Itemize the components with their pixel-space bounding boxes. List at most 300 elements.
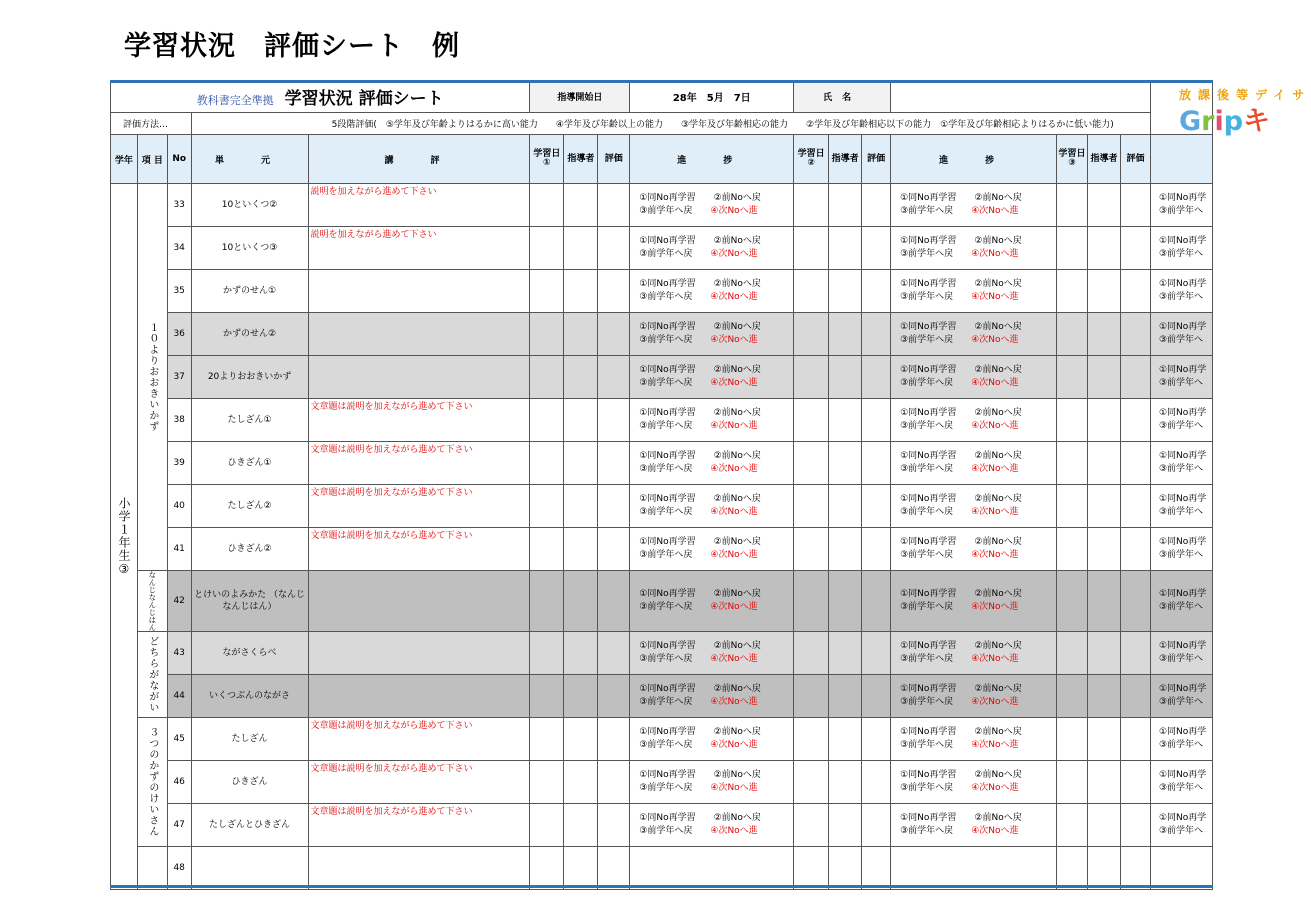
rating-3[interactable] <box>1120 804 1150 847</box>
rating-2[interactable] <box>862 356 891 399</box>
comment-cell[interactable] <box>308 847 530 890</box>
study-day-2[interactable] <box>794 632 829 675</box>
progress-cell-3[interactable]: ①同No再学 ③前学年へ <box>1150 227 1212 270</box>
progress-cell-2[interactable]: ①同No再学習 ②前Noへ戻 ③前学年へ戻 ④次Noへ進 <box>891 313 1057 356</box>
progress-cell-2[interactable]: ①同No再学習 ②前Noへ戻 ③前学年へ戻 ④次Noへ進 <box>891 632 1057 675</box>
table-row <box>111 847 1213 890</box>
header-grade: 学年 <box>111 135 138 184</box>
study-day-2[interactable] <box>794 442 829 485</box>
subtitle-tag: 教科書完全準拠 <box>196 94 274 107</box>
study-day-2[interactable] <box>794 761 829 804</box>
study-day-3[interactable] <box>1057 313 1088 356</box>
instructor-3[interactable] <box>1087 761 1120 804</box>
progress-cell-3[interactable]: ①同No再学 ③前学年へ <box>1150 804 1212 847</box>
row-number: 41 <box>167 528 191 571</box>
rating-3[interactable] <box>1120 442 1150 485</box>
instructor-1[interactable] <box>564 804 598 847</box>
study-day-2[interactable] <box>794 485 829 528</box>
instructor-3[interactable] <box>1087 632 1120 675</box>
unit-name: 20よりおおきいかず <box>191 356 308 399</box>
study-day-1[interactable] <box>530 485 564 528</box>
header-progress-1: 進 捗 <box>630 135 794 184</box>
progress-cell-1[interactable]: ①同No再学習 ②前Noへ戻 ③前学年へ戻 ④次Noへ進 <box>630 270 794 313</box>
unit-name: たしざん <box>191 718 308 761</box>
unit-name: ながさくらべ <box>191 632 308 675</box>
rating-1[interactable] <box>598 632 630 675</box>
instructor-1[interactable] <box>564 571 598 632</box>
instructor-1[interactable] <box>564 632 598 675</box>
item-group-cell <box>137 632 167 718</box>
rating-3[interactable] <box>1120 718 1150 761</box>
instructor-2[interactable] <box>829 485 862 528</box>
study-day-2[interactable] <box>794 718 829 761</box>
header-progress-2: 進 捗 <box>891 135 1057 184</box>
study-day-1[interactable] <box>530 270 564 313</box>
progress-cell-1[interactable]: ①同No再学習 ②前Noへ戻 ③前学年へ戻 ④次Noへ進 <box>630 761 794 804</box>
table-row <box>111 313 1213 356</box>
rating-2[interactable] <box>862 675 891 718</box>
rating-2[interactable] <box>862 227 891 270</box>
instructor-3[interactable] <box>1087 356 1120 399</box>
rating-2[interactable] <box>862 804 891 847</box>
rating-1[interactable] <box>598 528 630 571</box>
progress-cell-1[interactable]: ①同No再学習 ②前Noへ戻 ③前学年へ戻 ④次Noへ進 <box>630 718 794 761</box>
progress-cell-3[interactable]: ①同No再学 ③前学年へ <box>1150 399 1212 442</box>
progress-cell-3[interactable]: ①同No再学 ③前学年へ <box>1150 485 1212 528</box>
study-day-2[interactable] <box>794 847 829 890</box>
rating-1[interactable] <box>598 270 630 313</box>
comment-cell[interactable]: 文章題は説明を加えながら進めて下さい <box>308 485 530 528</box>
instructor-2[interactable] <box>829 270 862 313</box>
rating-1[interactable] <box>598 399 630 442</box>
study-day-3[interactable] <box>1057 227 1088 270</box>
table-row <box>111 442 1213 485</box>
start-date-value[interactable]: 28年 5月 7日 <box>630 81 794 113</box>
table-row <box>111 761 1213 804</box>
unit-name: 10といくつ③ <box>191 227 308 270</box>
rating-1[interactable] <box>598 227 630 270</box>
unit-name: 10といくつ② <box>191 184 308 227</box>
instructor-1[interactable] <box>564 761 598 804</box>
study-day-2[interactable] <box>794 804 829 847</box>
row-number: 47 <box>167 804 191 847</box>
method-description: 5段階評価( ⑤学年及び年齢よりはるかに高い能力 ④学年及び年齢以上の能力 ③学年及び年齢相応の能力 ②学年及び年齢相応以下の能力 ①学年及び年齢相応よりはるかに低い能力) <box>191 113 1150 135</box>
table-row <box>111 399 1213 442</box>
rating-2[interactable] <box>862 528 891 571</box>
instructor-1[interactable] <box>564 528 598 571</box>
progress-cell-2[interactable]: ①同No再学習 ②前Noへ戻 ③前学年へ戻 ④次Noへ進 <box>891 528 1057 571</box>
instructor-2[interactable] <box>829 184 862 227</box>
row-number: 44 <box>167 675 191 718</box>
rating-3[interactable] <box>1120 571 1150 632</box>
progress-cell-1[interactable]: ①同No再学習 ②前Noへ戻 ③前学年へ戻 ④次Noへ進 <box>630 804 794 847</box>
rating-3[interactable] <box>1120 485 1150 528</box>
study-day-3[interactable] <box>1057 485 1088 528</box>
progress-cell-2[interactable]: ①同No再学習 ②前Noへ戻 ③前学年へ戻 ④次Noへ進 <box>891 270 1057 313</box>
item-group-label: なんじなんじはん <box>147 571 157 631</box>
item-group-label: １０よりおおきいかず <box>146 322 158 432</box>
instructor-1[interactable] <box>564 485 598 528</box>
item-group-cell <box>137 571 167 632</box>
study-day-3[interactable] <box>1057 270 1088 313</box>
study-day-3[interactable] <box>1057 356 1088 399</box>
rating-1[interactable] <box>598 313 630 356</box>
rating-1[interactable] <box>598 485 630 528</box>
progress-cell-3[interactable]: ①同No再学 ③前学年へ <box>1150 270 1212 313</box>
header-progress-3 <box>1150 135 1212 184</box>
progress-cell-2[interactable]: ①同No再学習 ②前Noへ戻 ③前学年へ戻 ④次Noへ進 <box>891 571 1057 632</box>
unit-name: たしざん① <box>191 399 308 442</box>
instructor-2[interactable] <box>829 761 862 804</box>
header-study-day-1: 学習日 ① <box>530 135 564 184</box>
instructor-2[interactable] <box>829 718 862 761</box>
instructor-1[interactable] <box>564 184 598 227</box>
study-day-2[interactable] <box>794 675 829 718</box>
row-number: 48 <box>167 847 191 890</box>
instructor-1[interactable] <box>564 718 598 761</box>
progress-cell-1[interactable]: ①同No再学習 ②前Noへ戻 ③前学年へ戻 ④次Noへ進 <box>630 632 794 675</box>
comment-cell[interactable]: 文章題は説明を加えながら進めて下さい <box>308 804 530 847</box>
study-day-3[interactable] <box>1057 761 1088 804</box>
rating-1[interactable] <box>598 761 630 804</box>
rating-1[interactable] <box>598 675 630 718</box>
instructor-3[interactable] <box>1087 804 1120 847</box>
rating-3[interactable] <box>1120 270 1150 313</box>
study-day-1[interactable] <box>530 184 564 227</box>
item-group-label: ３つのかずのけいさん <box>146 727 158 837</box>
study-day-1[interactable] <box>530 761 564 804</box>
progress-cell-2[interactable]: ①同No再学習 ②前Noへ戻 ③前学年へ戻 ④次Noへ進 <box>891 442 1057 485</box>
comment-cell[interactable] <box>308 356 530 399</box>
row-number: 43 <box>167 632 191 675</box>
unit-name: たしざん② <box>191 485 308 528</box>
progress-cell-1[interactable]: ①同No再学習 ②前Noへ戻 ③前学年へ戻 ④次Noへ進 <box>630 313 794 356</box>
study-day-3[interactable] <box>1057 184 1088 227</box>
logo-wordmark: Gripキ <box>1178 106 1271 137</box>
progress-cell-3[interactable]: ①同No再学 ③前学年へ <box>1150 718 1212 761</box>
header-comment: 講 評 <box>308 135 530 184</box>
header-unit: 単 元 <box>191 135 308 184</box>
instructor-2[interactable] <box>829 528 862 571</box>
rating-2[interactable] <box>862 571 891 632</box>
sheet-subtitle <box>111 81 530 113</box>
grade-label: 小学１年生③ <box>116 496 131 577</box>
progress-cell-3[interactable]: ①同No再学 ③前学年へ <box>1150 356 1212 399</box>
study-day-1[interactable] <box>530 356 564 399</box>
rating-2[interactable] <box>862 442 891 485</box>
item-group-cell <box>137 184 167 571</box>
header-no: No <box>167 135 191 184</box>
study-day-2[interactable] <box>794 399 829 442</box>
table-row <box>111 356 1213 399</box>
instructor-2[interactable] <box>829 847 862 890</box>
instructor-1[interactable] <box>564 399 598 442</box>
study-day-1[interactable] <box>530 675 564 718</box>
study-day-2[interactable] <box>794 227 829 270</box>
progress-cell-2[interactable]: ①同No再学習 ②前Noへ戻 ③前学年へ戻 ④次Noへ進 <box>891 485 1057 528</box>
header-instructor-2: 指導者 <box>829 135 862 184</box>
unit-name: かずのせん① <box>191 270 308 313</box>
study-day-3[interactable] <box>1057 528 1088 571</box>
instructor-3[interactable] <box>1087 399 1120 442</box>
instructor-1[interactable] <box>564 270 598 313</box>
study-day-1[interactable] <box>530 399 564 442</box>
instructor-1[interactable] <box>564 356 598 399</box>
unit-name: たしざんとひきざん <box>191 804 308 847</box>
progress-cell-1[interactable] <box>630 847 794 890</box>
instructor-2[interactable] <box>829 227 862 270</box>
instructor-2[interactable] <box>829 399 862 442</box>
study-day-1[interactable] <box>530 442 564 485</box>
progress-cell-3[interactable]: ①同No再学 ③前学年へ <box>1150 675 1212 718</box>
progress-cell-3[interactable] <box>1150 847 1212 890</box>
study-day-1[interactable] <box>530 718 564 761</box>
instructor-3[interactable] <box>1087 847 1120 890</box>
table-row <box>111 227 1213 270</box>
unit-name: かずのせん② <box>191 313 308 356</box>
instructor-1[interactable] <box>564 847 598 890</box>
table-row <box>111 675 1213 718</box>
table-row <box>111 528 1213 571</box>
logo-tagline: 放課後等デイサ <box>1178 88 1311 102</box>
progress-cell-2[interactable]: ①同No再学習 ②前Noへ戻 ③前学年へ戻 ④次Noへ進 <box>891 804 1057 847</box>
comment-cell[interactable]: 説明を加えながら進めて下さい <box>308 184 530 227</box>
instructor-3[interactable] <box>1087 270 1120 313</box>
rating-3[interactable] <box>1120 761 1150 804</box>
progress-cell-2[interactable]: ①同No再学習 ②前Noへ戻 ③前学年へ戻 ④次Noへ進 <box>891 761 1057 804</box>
unit-name <box>191 847 308 890</box>
header-rating-2: 評価 <box>862 135 891 184</box>
unit-name: ひきざん② <box>191 528 308 571</box>
study-day-3[interactable] <box>1057 632 1088 675</box>
instructor-2[interactable] <box>829 675 862 718</box>
instructor-2[interactable] <box>829 356 862 399</box>
rating-1[interactable] <box>598 847 630 890</box>
instructor-3[interactable] <box>1087 227 1120 270</box>
progress-cell-1[interactable]: ①同No再学習 ②前Noへ戻 ③前学年へ戻 ④次Noへ進 <box>630 442 794 485</box>
study-day-3[interactable] <box>1057 571 1088 632</box>
evaluation-table <box>110 80 1311 890</box>
row-number: 42 <box>167 571 191 632</box>
study-day-2[interactable] <box>794 571 829 632</box>
progress-cell-2[interactable]: ①同No再学習 ②前Noへ戻 ③前学年へ戻 ④次Noへ進 <box>891 675 1057 718</box>
instructor-1[interactable] <box>564 227 598 270</box>
rating-1[interactable] <box>598 184 630 227</box>
comment-cell[interactable]: 文章題は説明を加えながら進めて下さい <box>308 718 530 761</box>
name-field[interactable] <box>891 81 1151 113</box>
study-day-3[interactable] <box>1057 847 1088 890</box>
row-number: 37 <box>167 356 191 399</box>
comment-cell[interactable] <box>308 571 530 632</box>
instructor-1[interactable] <box>564 442 598 485</box>
progress-cell-1[interactable]: ①同No再学習 ②前Noへ戻 ③前学年へ戻 ④次Noへ進 <box>630 528 794 571</box>
progress-cell-1[interactable]: ①同No再学習 ②前Noへ戻 ③前学年へ戻 ④次Noへ進 <box>630 399 794 442</box>
progress-cell-2[interactable]: ①同No再学習 ②前Noへ戻 ③前学年へ戻 ④次Noへ進 <box>891 184 1057 227</box>
study-day-1[interactable] <box>530 528 564 571</box>
header-study-day-3: 学習日 ③ <box>1057 135 1088 184</box>
study-day-1[interactable] <box>530 227 564 270</box>
progress-cell-3[interactable]: ①同No再学 ③前学年へ <box>1150 632 1212 675</box>
unit-name: ひきざん <box>191 761 308 804</box>
rating-2[interactable] <box>862 313 891 356</box>
instructor-2[interactable] <box>829 571 862 632</box>
study-day-2[interactable] <box>794 270 829 313</box>
row-number: 38 <box>167 399 191 442</box>
company-logo <box>1150 81 1311 137</box>
study-day-2[interactable] <box>794 313 829 356</box>
unit-name: ひきざん① <box>191 442 308 485</box>
study-day-2[interactable] <box>794 356 829 399</box>
progress-cell-1[interactable]: ①同No再学習 ②前Noへ戻 ③前学年へ戻 ④次Noへ進 <box>630 184 794 227</box>
item-group-label: どちらがながい <box>146 636 158 713</box>
header-instructor-1: 指導者 <box>564 135 598 184</box>
study-day-2[interactable] <box>794 184 829 227</box>
subtitle-main: 学習状況 評価シート <box>284 89 444 109</box>
instructor-3[interactable] <box>1087 675 1120 718</box>
column-header-row <box>111 135 1213 184</box>
row-number: 46 <box>167 761 191 804</box>
instructor-3[interactable] <box>1087 184 1120 227</box>
row-number: 36 <box>167 313 191 356</box>
progress-cell-3[interactable]: ①同No再学 ③前学年へ <box>1150 184 1212 227</box>
rating-1[interactable] <box>598 718 630 761</box>
study-day-1[interactable] <box>530 571 564 632</box>
evaluation-sheet <box>110 80 1311 888</box>
table-row <box>111 270 1213 313</box>
item-group-cell <box>137 718 167 847</box>
rating-2[interactable] <box>862 485 891 528</box>
rating-1[interactable] <box>598 442 630 485</box>
rating-1[interactable] <box>598 804 630 847</box>
study-day-3[interactable] <box>1057 442 1088 485</box>
table-row <box>111 718 1213 761</box>
rating-3[interactable] <box>1120 528 1150 571</box>
row-number: 40 <box>167 485 191 528</box>
rating-3[interactable] <box>1120 356 1150 399</box>
comment-cell[interactable] <box>308 632 530 675</box>
comment-cell[interactable]: 説明を加えながら進めて下さい <box>308 227 530 270</box>
comment-cell[interactable]: 文章題は説明を加えながら進めて下さい <box>308 761 530 804</box>
progress-cell-1[interactable]: ①同No再学習 ②前Noへ戻 ③前学年へ戻 ④次Noへ進 <box>630 485 794 528</box>
instructor-2[interactable] <box>829 442 862 485</box>
rating-2[interactable] <box>862 847 891 890</box>
instructor-3[interactable] <box>1087 528 1120 571</box>
header-instructor-3: 指導者 <box>1087 135 1120 184</box>
instructor-3[interactable] <box>1087 718 1120 761</box>
grade-cell <box>111 184 138 890</box>
rating-3[interactable] <box>1120 632 1150 675</box>
rating-3[interactable] <box>1120 675 1150 718</box>
header-rating-3: 評価 <box>1120 135 1150 184</box>
rating-2[interactable] <box>862 184 891 227</box>
comment-cell[interactable] <box>308 313 530 356</box>
rating-3[interactable] <box>1120 399 1150 442</box>
start-date-label: 指導開始日 <box>530 81 630 113</box>
name-label: 氏名 <box>794 81 891 113</box>
instructor-2[interactable] <box>829 313 862 356</box>
progress-cell-2[interactable] <box>891 847 1057 890</box>
progress-cell-1[interactable]: ①同No再学習 ②前Noへ戻 ③前学年へ戻 ④次Noへ進 <box>630 675 794 718</box>
rating-3[interactable] <box>1120 227 1150 270</box>
table-row <box>111 632 1213 675</box>
page-title: 学習状況 評価シート 例 <box>124 31 460 62</box>
rating-2[interactable] <box>862 718 891 761</box>
comment-cell[interactable] <box>308 675 530 718</box>
rating-3[interactable] <box>1120 184 1150 227</box>
instructor-2[interactable] <box>829 804 862 847</box>
table-row <box>111 804 1213 847</box>
study-day-1[interactable] <box>530 804 564 847</box>
comment-cell[interactable] <box>308 270 530 313</box>
header-rating-1: 評価 <box>598 135 630 184</box>
instructor-2[interactable] <box>829 632 862 675</box>
progress-cell-1[interactable]: ①同No再学習 ②前Noへ戻 ③前学年へ戻 ④次Noへ進 <box>630 227 794 270</box>
progress-cell-3[interactable]: ①同No再学 ③前学年へ <box>1150 571 1212 632</box>
study-day-3[interactable] <box>1057 718 1088 761</box>
progress-cell-1[interactable]: ①同No再学習 ②前Noへ戻 ③前学年へ戻 ④次Noへ進 <box>630 571 794 632</box>
instructor-1[interactable] <box>564 313 598 356</box>
comment-cell[interactable]: 文章題は説明を加えながら進めて下さい <box>308 528 530 571</box>
study-day-3[interactable] <box>1057 804 1088 847</box>
item-group-cell <box>137 847 167 890</box>
rating-3[interactable] <box>1120 847 1150 890</box>
row-number: 35 <box>167 270 191 313</box>
instructor-3[interactable] <box>1087 442 1120 485</box>
unit-name: いくつぶんのながさ <box>191 675 308 718</box>
rating-1[interactable] <box>598 571 630 632</box>
progress-cell-1[interactable]: ①同No再学習 ②前Noへ戻 ③前学年へ戻 ④次Noへ進 <box>630 356 794 399</box>
progress-cell-2[interactable]: ①同No再学習 ②前Noへ戻 ③前学年へ戻 ④次Noへ進 <box>891 356 1057 399</box>
table-row <box>111 184 1213 227</box>
rating-2[interactable] <box>862 761 891 804</box>
rating-2[interactable] <box>862 270 891 313</box>
rating-3[interactable] <box>1120 313 1150 356</box>
comment-cell[interactable]: 文章題は説明を加えながら進めて下さい <box>308 442 530 485</box>
instructor-3[interactable] <box>1087 313 1120 356</box>
instructor-3[interactable] <box>1087 571 1120 632</box>
progress-cell-2[interactable]: ①同No再学習 ②前Noへ戻 ③前学年へ戻 ④次Noへ進 <box>891 399 1057 442</box>
row-number: 34 <box>167 227 191 270</box>
instructor-3[interactable] <box>1087 485 1120 528</box>
comment-cell[interactable]: 文章題は説明を加えながら進めて下さい <box>308 399 530 442</box>
study-day-3[interactable] <box>1057 399 1088 442</box>
study-day-2[interactable] <box>794 528 829 571</box>
header-item: 項 目 <box>137 135 167 184</box>
row-number: 39 <box>167 442 191 485</box>
study-day-1[interactable] <box>530 847 564 890</box>
rating-2[interactable] <box>862 632 891 675</box>
study-day-3[interactable] <box>1057 675 1088 718</box>
progress-cell-3[interactable]: ①同No再学 ③前学年へ <box>1150 528 1212 571</box>
progress-cell-2[interactable]: ①同No再学習 ②前Noへ戻 ③前学年へ戻 ④次Noへ進 <box>891 718 1057 761</box>
rating-1[interactable] <box>598 356 630 399</box>
unit-name: とけいのよみかた （なんじ なんじはん） <box>191 571 308 632</box>
header-study-day-2: 学習日 ② <box>794 135 829 184</box>
study-day-1[interactable] <box>530 313 564 356</box>
progress-cell-3[interactable]: ①同No再学 ③前学年へ <box>1150 313 1212 356</box>
table-row <box>111 571 1213 632</box>
rating-2[interactable] <box>862 399 891 442</box>
instructor-1[interactable] <box>564 675 598 718</box>
study-day-1[interactable] <box>530 632 564 675</box>
progress-cell-3[interactable]: ①同No再学 ③前学年へ <box>1150 761 1212 804</box>
row-number: 33 <box>167 184 191 227</box>
row-number: 45 <box>167 718 191 761</box>
progress-cell-3[interactable]: ①同No再学 ③前学年へ <box>1150 442 1212 485</box>
method-label: 評価方法… <box>111 113 192 135</box>
progress-cell-2[interactable]: ①同No再学習 ②前Noへ戻 ③前学年へ戻 ④次Noへ進 <box>891 227 1057 270</box>
table-row <box>111 485 1213 528</box>
